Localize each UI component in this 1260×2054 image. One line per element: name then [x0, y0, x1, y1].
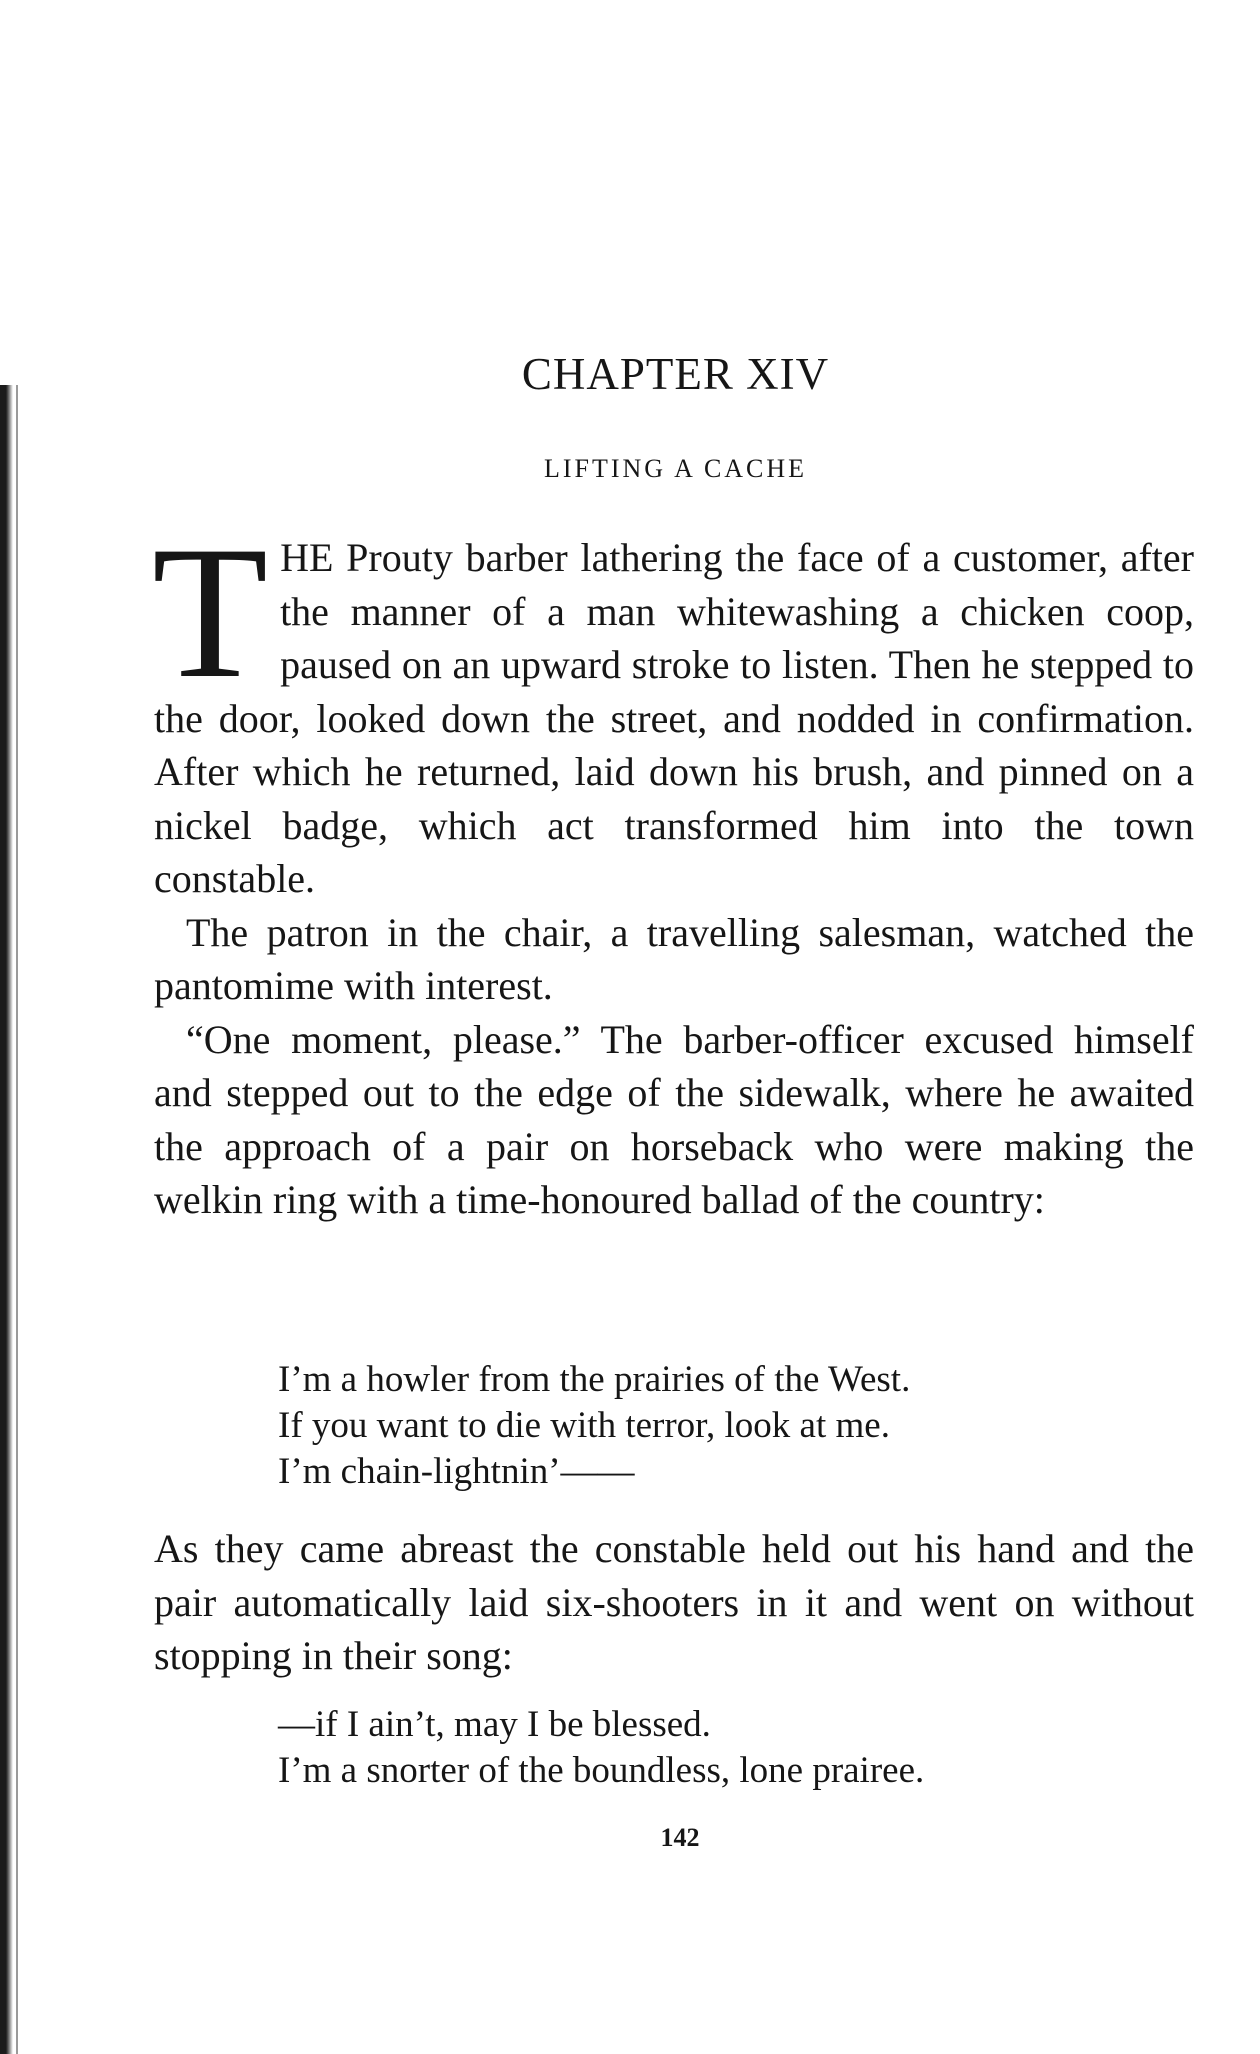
drop-cap: T — [152, 508, 269, 718]
body-text-top — [152, 508, 1194, 1227]
chapter-title: CHAPTER XIV — [521, 349, 830, 399]
paragraph-opening — [152, 508, 1194, 906]
verse-line: —if I ain’t, may I be blessed. — [278, 1704, 711, 1745]
page-number: 142 — [660, 1823, 700, 1852]
verse-block-2 — [278, 1702, 1178, 1794]
page-binding-edge-line — [16, 385, 18, 2054]
chapter-subtitle: LIFTING A CACHE — [543, 454, 808, 483]
page-binding-edge — [0, 385, 13, 2054]
verse-line: If you want to die with terror, look at me. — [278, 1405, 890, 1446]
paragraph-opening-text: HE Prouty barber lathering the face of a customer, after the manner of a man whitewashing a chicken coop, paused on an upward stroke to listen. Then he stepped to the door, looked down the street, and nodded in confirmation. After which he returned, laid down his brush, and pinned on a nickel badge, which act transformed him into the town constable. — [154, 535, 1194, 901]
verse-block-1 — [278, 1357, 1178, 1495]
paragraph-barber-officer: “One moment, please.” The barber-officer excused himself and stepped out to the edge of the sidewalk, where he awaited the approach of a pair on horseback who were making the welkin ring with a time-honoured ballad of the country: — [154, 1016, 1194, 1222]
paragraph-constable: As they came abreast the constable held out his hand and the pair automatically laid six-shooters in it and went on without stopping in their song: — [154, 1526, 1194, 1678]
verse-line: I’m chain-lightnin’—— — [278, 1451, 635, 1492]
verse-line: I’m a snorter of the boundless, lone prairee. — [278, 1750, 925, 1791]
body-text-bottom — [154, 1522, 1194, 1683]
paragraph-patron: The patron in the chair, a travelling salesman, watched the pantomime with interest. — [154, 909, 1194, 1008]
verse-line: I’m a howler from the prairies of the West. — [278, 1359, 911, 1400]
